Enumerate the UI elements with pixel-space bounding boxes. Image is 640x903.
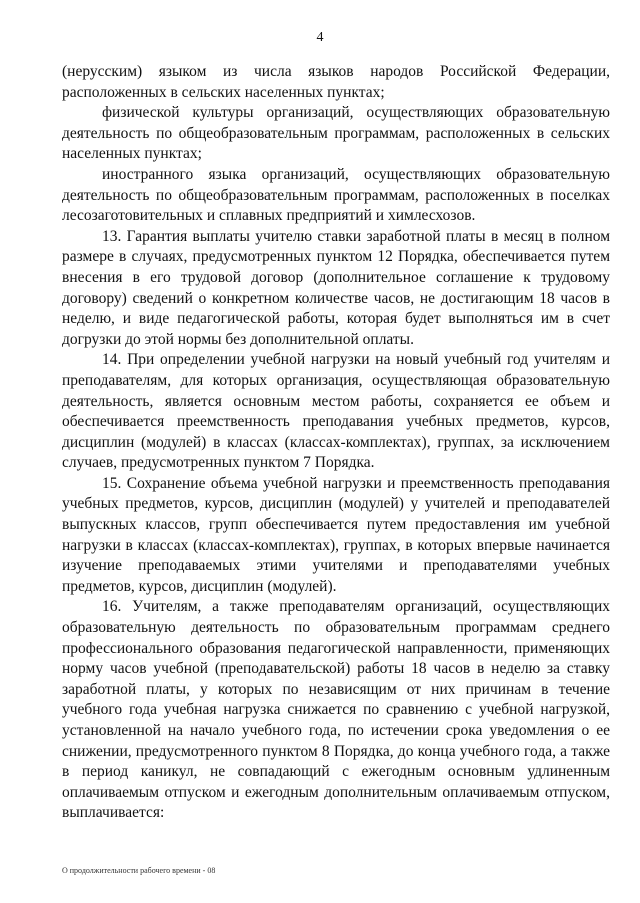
paragraph-foreign-language: иностранного языка организаций, осуществляющих образовательную деятельность по общеобразовательным программам, расположенных в поселках лесозаготовительных и сплавных предприятий и химлесхозов.	[62, 165, 610, 225]
paragraph-physical-culture: физической культуры организаций, осуществляющих образовательную деятельность по общеобразовательным программам, расположенных в сельских населенных пунктах;	[62, 104, 610, 163]
paragraph-15: 15. Сохранение объема учебной нагрузки и преемственность преподавания учебных предметов, курсов, дисциплин (модулей) у учителей и преподавателей выпускных классов, групп обеспечивается путем предоставления им учебной нагрузки в классах (классах-комплектах), группах, в которых впервые начинается изучение преподаваемых этими учителями и преподавателями учебных предметов, курсов, дисциплин (модулей).	[62, 474, 610, 595]
paragraph-16: 16. Учителям, а также преподавателям организаций, осуществляющих образовательную деятельность по образовательным программам среднего профессионального образования педагогической направленности, применяющих норму часов учебной (преподавательской) работы 18 часов в неделю за ставку заработной платы, у которых по независящим от них причинам в течение учебного года учебная нагрузка снижается по сравнению с учебной нагрузкой, установленной на начало учебного года, по истечении срока уведомления о ее снижении, предусмотренного пунктом 8 Порядка, до конца учебного года, а также в период каникул, не совпадающий с ежегодным основным удлиненным оплачиваемым отпуском и ежегодным дополнительным оплачиваемым отпуском, выплачивается:	[62, 598, 610, 822]
paragraph-languages-rural: (нерусским) языком из числа языков народов Российской Федерации, расположенных в сельских населенных пунктах;	[62, 63, 610, 101]
paragraph-14: 14. При определении учебной нагрузки на новый учебный год учителям и преподавателям, для которых организация, осуществляющая образовательную деятельность, является основным местом работы, сохраняется ее объем и обеспечивается преемственность преподавания учебных предметов, курсов, дисциплин (модулей) в классах (классах-комплектах), группах, за исключением случаев, предусмотренных пунктом 7 Порядка.	[62, 351, 610, 472]
footer-note: О продолжительности рабочего времени - 08	[62, 866, 216, 875]
paragraph-13: 13. Гарантия выплаты учителю ставки заработной платы в месяц в полном размере в случаях, предусмотренных пунктом 12 Порядка, обеспечивается путем внесения в его трудовой договор (дополнительное соглашение к трудовому договору) сведений о конкретном количестве часов, не достигающим 18 часов в неделю, и виде педагогической работы, которая будет выполняться им в счет догрузки до этой нормы без дополнительной оплаты.	[62, 227, 610, 348]
document-body	[62, 62, 610, 824]
page-number: 4	[316, 30, 324, 45]
